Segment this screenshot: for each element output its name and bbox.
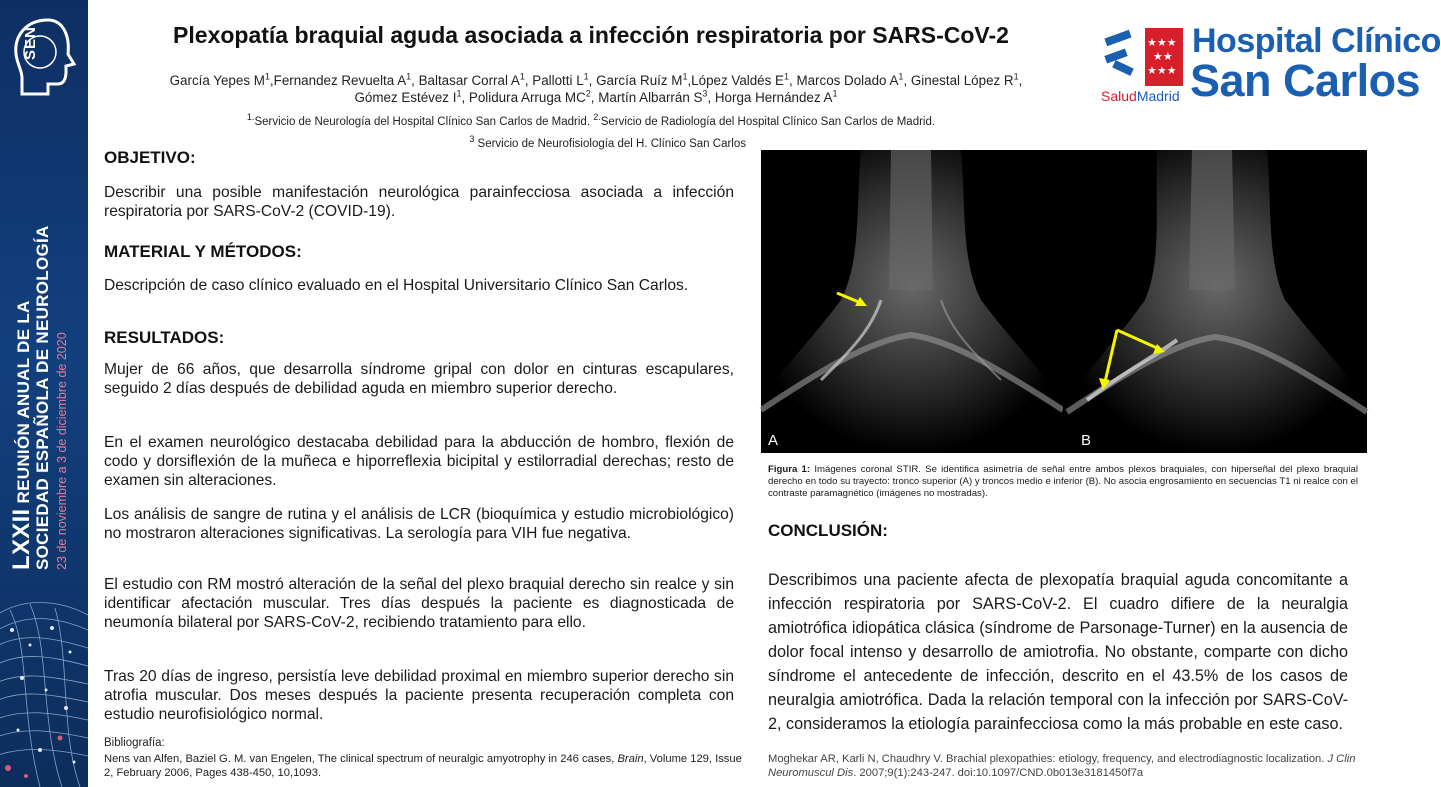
resultados-heading: RESULTADOS: [104,328,225,347]
author-list [96,72,1096,106]
affiliations-line-2: $^3$ Servicio de Neurofisiología del H. Clínico San Carlos [469,134,746,150]
bibliography-reference-1: Nens van Alfen, Baziel G. M. van Engelen, The clinical spectrum of neuralgic amyotrophy in 246 cases, Brain, Volume 129, Issue 2, February 2006, Pages 438-450, 10,1093. [104,753,742,779]
objetivo-text: Describir una posible manifestación neurológica parainfecciosa asociada a infección respiratoria por SARS-CoV-2 (COVID-19). [104,184,734,220]
panel-label-a: A [768,432,779,449]
brain-decoration-icon [0,590,88,787]
svg-text:★★: ★★ [1153,50,1173,63]
resultados-paragraph-3: Los análisis de sangre de rutina y el análisis de LCR (bioquímica y estudio microbiológico) no mostraron alteraciones significativas. La serología para VIH fue negativa. [104,506,734,542]
congress-sidebar [0,0,88,787]
conclusion-text: Describimos una paciente afecta de plexopatía braquial aguda concomitante a infección respiratoria por SARS-CoV-2. El cuadro difiere de la neuralgia amiotrófica idiopática clásica (síndrome de Parsonage-Turner) en la ausencia de dolor focal intenso y desarrollo de amiotrofia. No obstante, comparte con dicho síndrome el antecedente de infección, descrito en el 43.5% de los casos de neuralgia amiotrófica. Dada la relación temporal con la infección por SARS-CoV-2, consideramos la etiología parainfecciosa como la más probable en este caso. [768,571,1348,734]
objetivo-heading: OBJETIVO: [104,148,196,167]
resultados-paragraph-5: Tras 20 días de ingreso, persistía leve debilidad proximal en miembro superior derecho sin atrofia muscular. Dos meses después la paciente presenta recuperación completa con estudio neurofisiológico normal. [104,668,734,723]
panel-label-b: B [1081,432,1092,449]
poster-title: Plexopatía braquial aguda asociada a infección respiratoria por SARS-CoV-2 [173,22,1009,48]
congress-title-line2: SOCIEDAD ESPAÑOLA DE NEUROLOGÍA [33,225,52,570]
material-heading: MATERIAL Y MÉTODOS: [104,242,302,261]
congress-vertical-title [8,10,76,570]
resultados-paragraph-1: Mujer de 66 años, que desarrolla síndrome gripal con dolor en cinturas escapulares, seguido 2 días después de debilidad aguda en miembro superior derecho. [104,361,734,397]
bibliography-reference-2: Moghekar AR, Karli N, Chaudhry V. Brachial plexopathies: etiology, frequency, and electrodiagnostic localization. J Clin Neuromuscul Dis. 2007;9(1):243-247. doi:10.1097/CND.0b013e3181450f7a [768,753,1356,779]
svg-text:★★★: ★★★ [1147,36,1177,49]
bibliography-heading: Bibliografía: [104,737,165,749]
author-line-1: García Yepes $M^1,Fernandez$ Revuelta $A^1$, Baltasar Corral $A^1$, Pallotti $L^1$, García Ruíz $M^1,López$ Valdés $E^1$, Marcos Dolado $A^1$, Ginestal López $R^1$, [169,71,1023,88]
affiliations-line-1: $^{1.}$Servicio de Neurología del Hospital Clínico San Carlos de Madrid. $^{2.}$Servicio de Radiología del Hospital Clínico San Carlos de Madrid. [246,112,936,128]
figure-caption: Figura 1: Imágenes coronal STIR. Se identifica asimetría de señal entre ambos plexos braquiales, con hiperseñal del plexo braquial derecho en todo su trayecto: tronco superior (A) y troncos medio e inferior (B). No asocia engrosamiento en secuencias T1 ni realce con el contraste paramagnético (imágenes no mostradas). [768,464,1358,499]
hospital-name-line2: San Carlos [1190,55,1421,106]
mri-panel-b [1067,150,1367,453]
sen-logo-text: SEN [22,26,39,60]
congress-title-line1: LXXII REUNIÓN ANUAL DE LA [8,300,35,570]
conclusion-heading: CONCLUSIÓN: [768,521,888,540]
mri-images [761,150,1367,453]
mri-figure [761,150,1367,453]
svg-text:★★★: ★★★ [1147,64,1177,77]
hospital-name-line1: Hospital Clínico [1192,22,1441,60]
mri-panel-a [761,150,1063,453]
author-line-2: Gómez Estévez $I^1$, Polidura Arruga $MC^2$, Martín Albarrán $S^3$, Horga Hernández $A^1$ [354,88,838,105]
resultados-paragraph-4: El estudio con RM mostró alteración de la señal del plexo braquial derecho sin realce y sin identificar afectación muscular. Tres días después la paciente es diagnosticada de neumonía bilateral por SARS-CoV-2, recibiendo tratamiento para ello. [104,576,734,631]
material-text: Descripción de caso clínico evaluado en el Hospital Universitario Clínico San Carlos. [104,277,689,294]
resultados-paragraph-2: En el examen neurológico destacaba debilidad para la abducción de hombro, flexión de codo y dorsiflexión de la muñeca e hiporreflexia bicipital y estilorradial derechas; resto de examen sin alteraciones. [104,434,734,489]
salud-madrid-logo: SaludMadrid [1101,88,1180,104]
congress-dates: 23 de noviembre a 3 de diciembre de 2020 [55,332,69,570]
madrid-community-flag-icon [1101,28,1185,88]
